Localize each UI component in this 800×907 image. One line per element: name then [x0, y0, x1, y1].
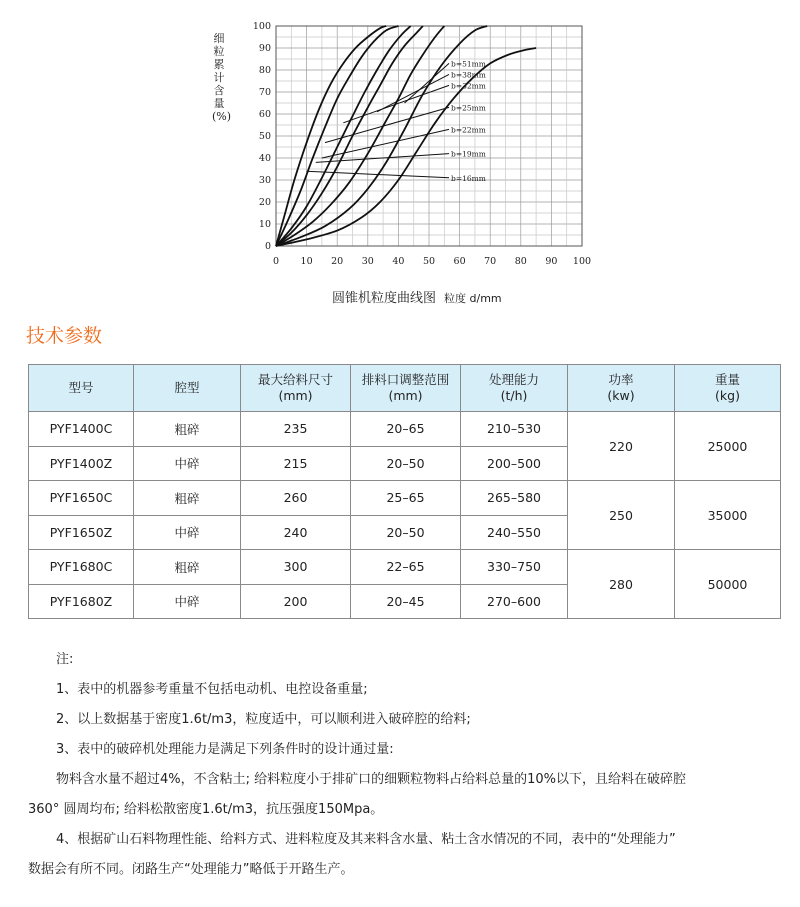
x-tick-label: 60 — [453, 256, 466, 267]
x-tick-label: 100 — [572, 256, 592, 267]
cell-range: 22–65 — [351, 550, 461, 585]
table-row — [29, 550, 781, 585]
cell-model: PYF1680C — [29, 550, 134, 585]
y-tick-label: 90 — [258, 43, 271, 54]
cell-capacity: 200–500 — [461, 446, 568, 481]
note-3: 3、表中的破碎机处理能力是满足下列条件时的设计通过量: — [56, 742, 394, 757]
cell-cavity: 中碎 — [134, 584, 241, 619]
table-header-row — [29, 365, 781, 412]
x-tick-label: 10 — [300, 256, 313, 267]
cell-model: PYF1650Z — [29, 515, 134, 550]
cell-capacity: 265–580 — [461, 481, 568, 516]
legend-leader-b=22mm — [322, 129, 449, 158]
cell-range: 25–65 — [351, 481, 461, 516]
legend-label: b=32mm — [451, 81, 486, 91]
note-1: 1、表中的机器参考重量不包括电动机、电控设备重量; — [56, 682, 368, 697]
header-capacity: 处理能力 (t/h) — [461, 365, 568, 412]
header-weight: 重量 (kg) — [675, 365, 781, 412]
cell-power: 280 — [568, 550, 675, 619]
cell-range: 20–50 — [351, 515, 461, 550]
legend-label: b=22mm — [451, 125, 486, 135]
cell-weight: 25000 — [675, 412, 781, 481]
notes-title: 注: — [56, 652, 74, 667]
cell-model: PYF1400C — [29, 412, 134, 447]
legend-leader-b=51mm — [405, 63, 450, 103]
legend-label: b=19mm — [451, 149, 486, 159]
cell-cavity: 中碎 — [134, 515, 241, 550]
x-tick-label: 90 — [545, 256, 558, 267]
cell-weight: 35000 — [675, 481, 781, 550]
y-tick-label: 80 — [258, 65, 271, 76]
notes — [28, 645, 788, 885]
cell-weight: 50000 — [675, 550, 781, 619]
cell-model: PYF1400Z — [29, 446, 134, 481]
x-tick-label: 70 — [484, 256, 497, 267]
x-tick-label: 0 — [272, 256, 280, 267]
spec-table — [28, 364, 781, 619]
cell-feed: 200 — [241, 584, 351, 619]
chart-title-text: 圆锥机粒度曲线图 — [332, 291, 437, 306]
legend-label: b=25mm — [451, 103, 486, 113]
chart-y-axis-label: 细粒累计含量(%) — [212, 32, 232, 123]
cell-model: PYF1680Z — [29, 584, 134, 619]
y-tick-label: 10 — [258, 219, 271, 230]
x-tick-label: 20 — [331, 256, 344, 267]
legend-label: b=51mm — [451, 59, 486, 69]
cell-capacity: 330–750 — [461, 550, 568, 585]
y-tick-label: 30 — [258, 175, 271, 186]
y-tick-label: 70 — [258, 87, 271, 98]
x-tick-label: 50 — [422, 256, 436, 267]
y-tick-label: 60 — [258, 109, 271, 120]
y-tick-label: 50 — [258, 131, 271, 142]
note-4a: 4、根据矿山石料物理性能、给料方式、进料粒度及其来料含水量、粘土含水情况的不同，表中的“处理能力” — [56, 832, 676, 847]
cell-capacity: 270–600 — [461, 584, 568, 619]
y-tick-label: 40 — [258, 153, 271, 164]
cell-power: 220 — [568, 412, 675, 481]
cell-power: 250 — [568, 481, 675, 550]
header-max-feed: 最大给料尺寸 (mm) — [241, 365, 351, 412]
header-discharge-range: 排料口调整范围 (mm) — [351, 365, 461, 412]
cell-feed: 240 — [241, 515, 351, 550]
chart-title — [332, 287, 502, 306]
granularity-chart — [200, 12, 620, 302]
x-tick-label: 30 — [361, 256, 374, 267]
cell-capacity: 210–530 — [461, 412, 568, 447]
cell-cavity: 粗碎 — [134, 481, 241, 516]
cell-feed: 235 — [241, 412, 351, 447]
y-tick-label: 20 — [258, 197, 271, 208]
legend-label: b=16mm — [451, 173, 486, 183]
section-title: 技术参数 — [26, 325, 103, 347]
legend-label: b=38mm — [451, 70, 486, 80]
table-row — [29, 412, 781, 447]
cell-capacity: 240–550 — [461, 515, 568, 550]
cell-range: 20–65 — [351, 412, 461, 447]
note-3-detail-b: 360° 圆周均布; 给料松散密度1.6t/m3，抗压强度150Mpa。 — [28, 802, 384, 817]
header-cavity: 腔型 — [134, 365, 241, 412]
cell-feed: 300 — [241, 550, 351, 585]
cell-range: 20–50 — [351, 446, 461, 481]
cell-cavity: 粗碎 — [134, 412, 241, 447]
chart-svg — [200, 12, 620, 302]
y-tick-label: 0 — [264, 241, 271, 252]
legend-leader-b=16mm — [307, 171, 449, 178]
chart-x-axis-label: 粒度 d/mm — [444, 292, 502, 305]
cell-cavity: 中碎 — [134, 446, 241, 481]
cell-feed: 215 — [241, 446, 351, 481]
note-4b: 数据会有所不同。闭路生产“处理能力”略低于开路生产。 — [28, 862, 354, 877]
y-tick-label: 100 — [252, 21, 271, 32]
header-power: 功率 (kw) — [568, 365, 675, 412]
x-tick-label: 40 — [392, 256, 405, 267]
note-3-detail-a: 物料含水量不超过4%，不含粘土; 给料粒度小于排矿口的细颗粒物料占给料总量的10%以下，且给料在破碎腔 — [56, 772, 687, 787]
cell-cavity: 粗碎 — [134, 550, 241, 585]
x-tick-label: 80 — [514, 256, 527, 267]
cell-model: PYF1650C — [29, 481, 134, 516]
cell-feed: 260 — [241, 481, 351, 516]
table-row — [29, 481, 781, 516]
note-2: 2、以上数据基于密度1.6t/m3，粒度适中，可以顺利进入破碎腔的给料; — [56, 712, 471, 727]
header-model: 型号 — [29, 365, 134, 412]
legend-leader-b=38mm — [377, 74, 449, 111]
cell-range: 20–45 — [351, 584, 461, 619]
